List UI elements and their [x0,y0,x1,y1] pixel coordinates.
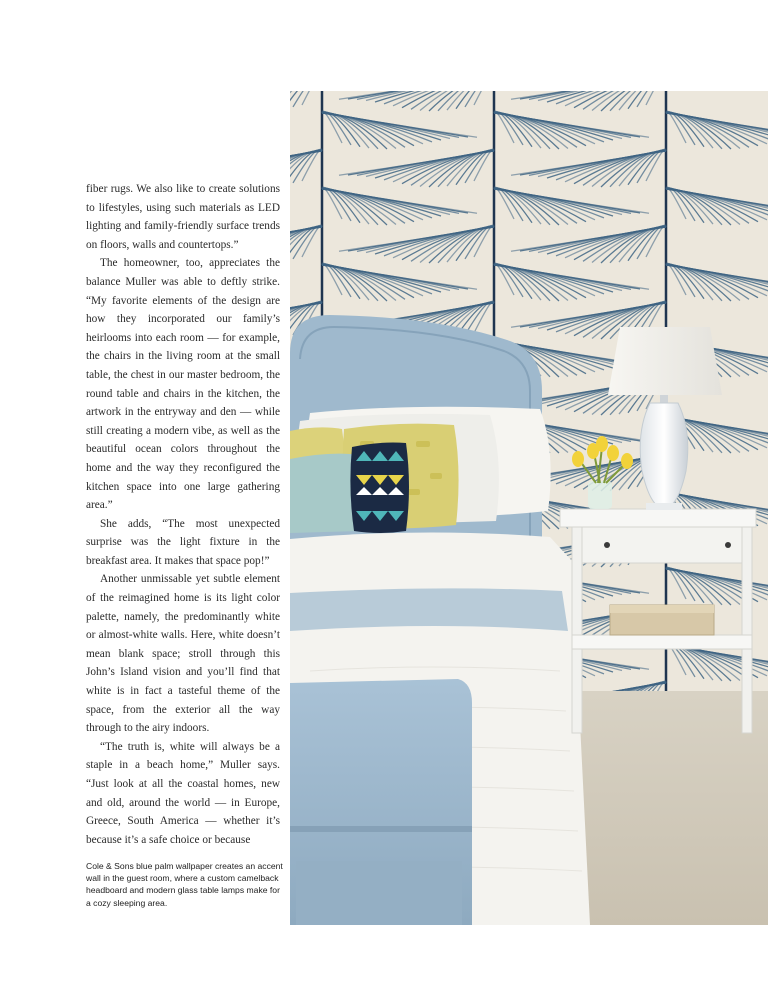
article-body [86,180,280,849]
paragraph: She adds, “The most unexpected surprise was the light fixture in the breakfast area. It makes that space pop!” [86,517,280,567]
paragraph: “The truth is, white will always be a staple in a beach home,” Muller says. “Just look at all the coastal homes, new and old, around the world — in Europe, Greece, South America — whether it’s because it’s a safe choice or because [86,740,280,846]
paragraph: Another unmissable yet subtle element of the reimagined home is its light color palette, namely, the predominantly white or almost-white walls. Here, white doesn’t mean blank space; stroll through this John’s Island vision and you’ll find that white is in fact a tasteful theme of the space, from the exterior all the way through to the airy indoors. [86,573,280,735]
patterned-pillow [350,443,409,534]
blue-throw [290,588,568,631]
paragraph: fiber rugs. We also like to create solutions to lifestyles, using such materials as LED lighting and family-friendly surface trends on floors, walls and countertops.” [86,183,280,251]
photo-caption: Cole & Sons blue palm wallpaper creates an accent wall in the guest room, where a custom camelback headboard and modern glass table lamps make for a cozy sleeping area. [86,861,283,908]
drawer-knob [725,542,731,548]
paragraph: The homeowner, too, appreciates the balance Muller was able to deftly strike. “My favorite elements of the design are how they incorporated our family’s heirlooms into each room — for example, the chairs in the living room at the small table, the chest in our master bedroom, the round table and chairs in the kitchen, the artwork in the entryway and den — while still creating a modern vibe, as well as the beautiful ocean colors throughout the home and the way they reconfigured the kitchen space into one large gathering area.” [86,257,280,512]
bedroom-photo [290,91,768,925]
drawer-knob [604,542,610,548]
